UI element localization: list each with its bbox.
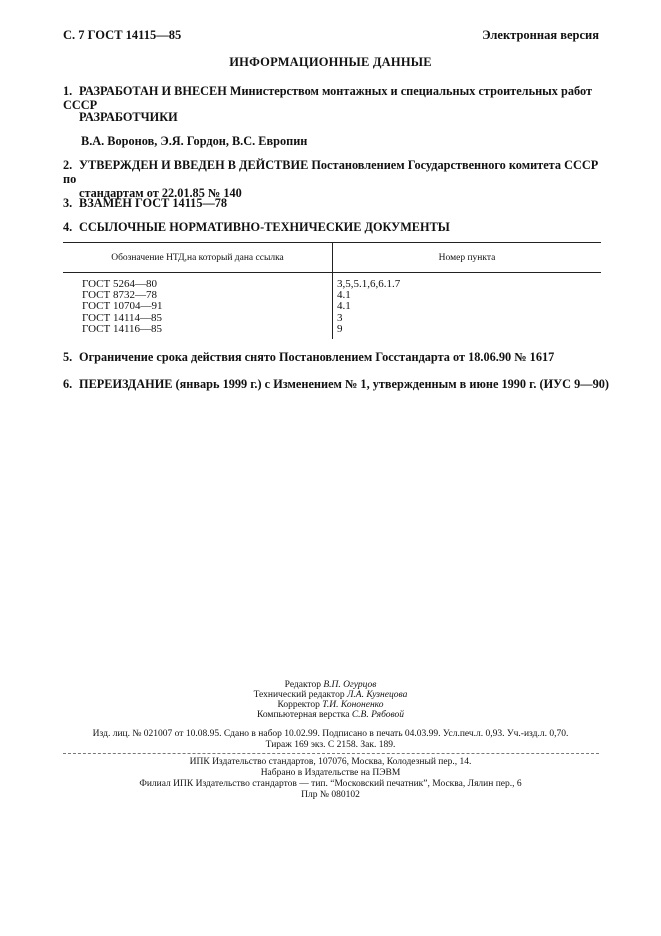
developers-label: РАЗРАБОТЧИКИ <box>79 110 178 124</box>
reference-table <box>63 242 601 339</box>
developers-names: В.А. Воронов, Э.Я. Гордон, В.С. Европин <box>81 134 308 148</box>
publisher: ИПК Издательство стандартов, 107076, Москва, Колодезный пер., 14. <box>189 757 472 767</box>
credit-tech-editor: Технический редактор Л.А. Кузнецова <box>253 690 408 700</box>
divider <box>63 753 599 754</box>
table-row: ГОСТ 5264—80 <box>82 278 157 290</box>
header-right: Электронная версия <box>482 28 599 42</box>
table-row: ГОСТ 10704—91 <box>82 300 163 313</box>
designation-column <box>63 273 333 340</box>
table-row: 3 <box>337 311 343 324</box>
credit-corrector: Корректор Т.И. Кононенко <box>277 700 384 710</box>
item-5: 5. Ограничение срока действия снято Постановлением Госстандарта от 18.06.90 № 1617 <box>63 350 555 364</box>
item-2: 2. УТВЕРЖДЕН И ВВЕДЕН В ДЕЙСТВИЕ Постановлением Государственного комитета СССР по стандартам от 22.01.85 № 140 <box>63 158 599 200</box>
item-4: 4. ССЫЛОЧНЫЕ НОРМАТИВНО-ТЕХНИЧЕСКИЕ ДОКУМЕНТЫ <box>63 220 450 234</box>
print-run: Тираж 169 экз. С 2158. Зак. 189. <box>265 740 396 750</box>
plr-number: Плр № 080102 <box>301 790 360 800</box>
header-left: С. 7 ГОСТ 14115—85 <box>63 28 182 42</box>
item-6: 6. ПЕРЕИЗДАНИЕ (январь 1999 г.) с Изменением № 1, утвержденным в июне 1990 г. (ИУС 9—90) <box>63 377 609 391</box>
table-row: 4.1 <box>337 300 351 313</box>
item-1: 1. РАЗРАБОТАН И ВНЕСЕН Министерством монтажных и специальных строительных работ СССР <box>63 84 592 112</box>
typeset-info: Набрано в Издательстве на ПЭВМ <box>260 768 401 778</box>
table-row: 9 <box>337 322 343 335</box>
clause-column <box>333 273 602 340</box>
item-3: 3. ВЗАМЕН ГОСТ 14115—78 <box>63 196 228 210</box>
table-row: 4.1 <box>337 289 351 302</box>
license-info: Изд. лиц. № 021007 от 10.08.95. Сдано в набор 10.02.99. Подписано в печать 04.03.99. Усл.печ.л. 0,93. Уч.-изд.л. 0,70. <box>92 729 569 739</box>
table-row: ГОСТ 8732—78 <box>82 289 157 302</box>
branch-info: Филиал ИПК Издательство стандартов — тип. “Московский печатник”, Москва, Лялин пер., 6 <box>139 779 522 789</box>
table-header-designation: Обозначение НТД,на который дана ссылка <box>63 243 333 273</box>
table-row: ГОСТ 14114—85 <box>82 311 163 324</box>
table-row: 3,5,5.1,6,6.1.7 <box>337 278 401 290</box>
page-title: ИНФОРМАЦИОННЫЕ ДАННЫЕ <box>229 55 432 69</box>
credit-layout: Компьютерная верстка С.В. Рябовой <box>257 710 404 720</box>
table-row: ГОСТ 14116—85 <box>82 322 163 335</box>
credit-editor: Редактор В.П. Огурцов <box>284 680 377 690</box>
table-header-clause: Номер пункта <box>333 243 602 273</box>
